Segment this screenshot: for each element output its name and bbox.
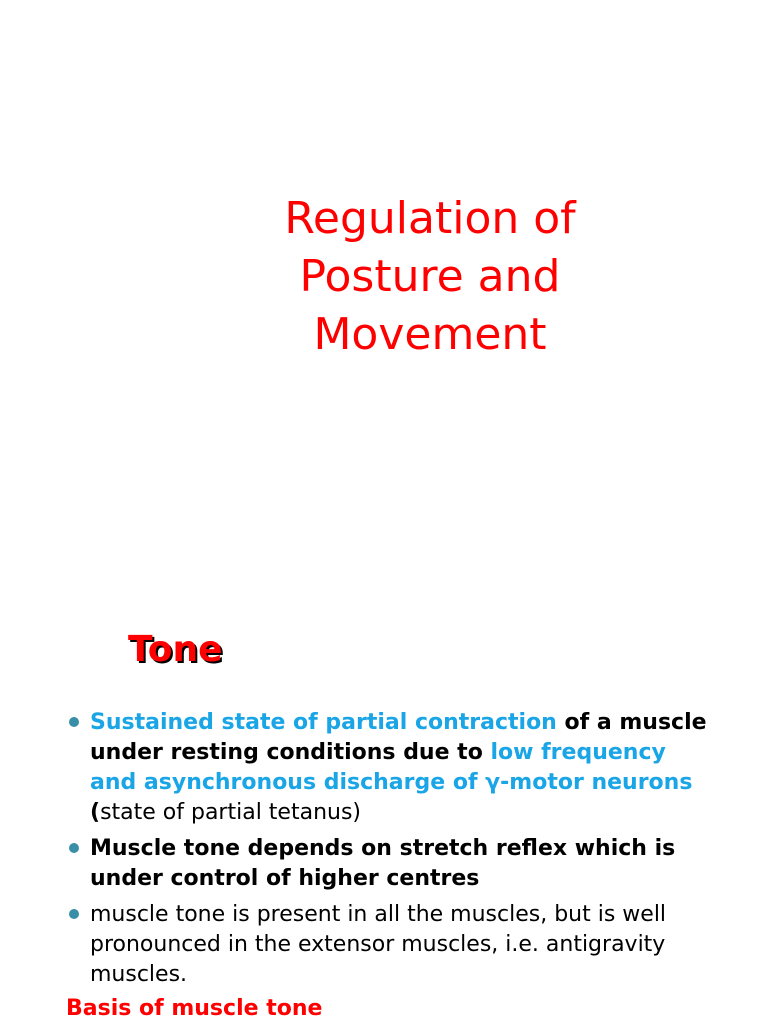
title-line-2: Posture and [299, 251, 561, 302]
title-line-3: Movement [313, 309, 547, 360]
section-heading-tone: Tone [128, 629, 223, 670]
bullet-item-stretch-reflex [66, 834, 716, 894]
bullet-dot-icon [69, 843, 79, 853]
bullet-text-segment: low frequency and asynchronous discharge of γ-motor neurons [90, 740, 693, 795]
bullet-text-segment: muscle tone is present in all the muscles, but is well pronounced in the extensor muscles, i.e. antigravity muscles. [90, 902, 667, 987]
bullet-list [66, 708, 716, 996]
bullet-item-definition [66, 708, 716, 828]
bullet-text-segment: of a muscle under resting conditions due to [90, 710, 707, 765]
subheading-basis-of-muscle-tone: Basis of muscle tone [66, 996, 323, 1021]
bullet-text-segment: Sustained state of partial contraction [90, 710, 557, 735]
bullet-text-segment: ( [90, 800, 101, 825]
title-line-1: Regulation of [284, 193, 576, 244]
slide-title [200, 190, 660, 364]
bullet-text-segment: Muscle tone depends on stretch reflex which is under control of higher centres [90, 836, 676, 891]
bullet-item-extensor-muscles [66, 900, 716, 990]
bullet-dot-icon [69, 717, 79, 727]
bullet-text-segment: state of partial tetanus) [100, 800, 362, 825]
bullet-dot-icon [69, 909, 79, 919]
